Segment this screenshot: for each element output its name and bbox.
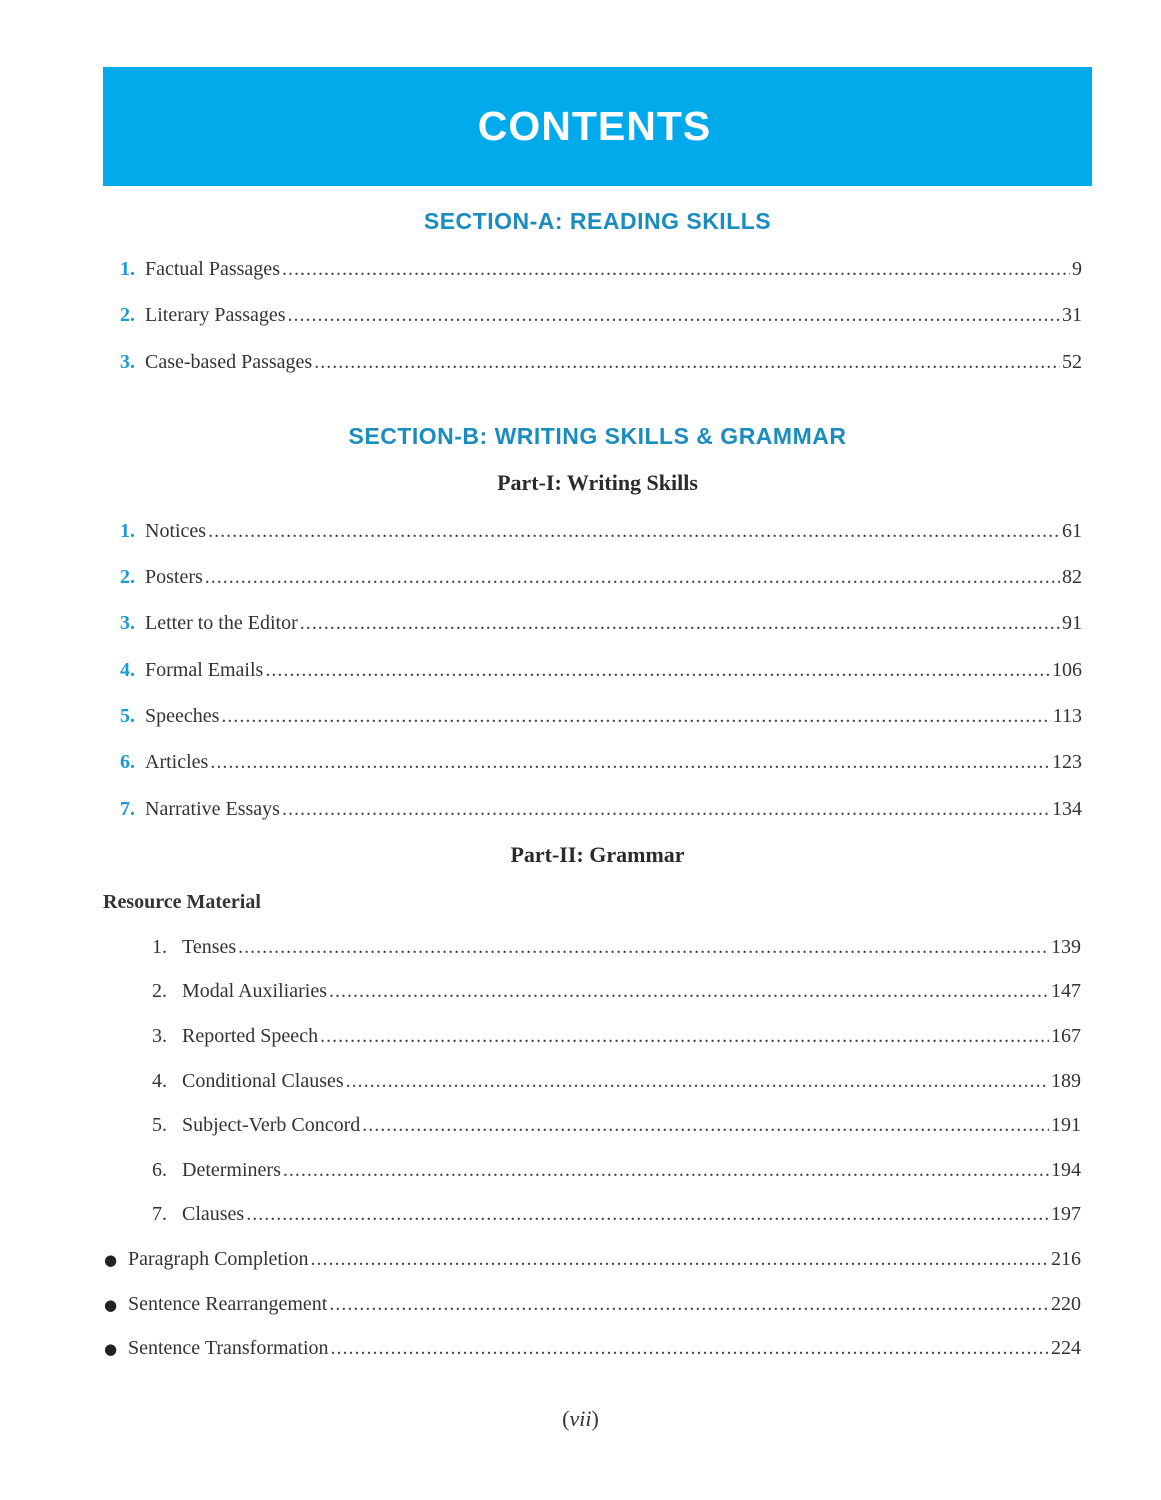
entry-title: Modal Auxiliaries bbox=[182, 980, 327, 1002]
dot-leader bbox=[331, 1334, 1049, 1362]
entry-page: 220 bbox=[1051, 1293, 1081, 1315]
entry-number: 4. bbox=[152, 1070, 167, 1092]
entry-title: Sentence Transformation bbox=[128, 1337, 329, 1359]
toc-entry[interactable] bbox=[120, 301, 1082, 329]
entry-title: Literary Passages bbox=[145, 304, 286, 326]
entry-page: 31 bbox=[1062, 304, 1082, 326]
entry-number: 5. bbox=[120, 705, 135, 727]
entry-number: 6. bbox=[120, 751, 135, 773]
toc-entry[interactable] bbox=[152, 933, 1081, 961]
toc-entry[interactable] bbox=[104, 1334, 1081, 1363]
entry-title: Posters bbox=[145, 566, 203, 588]
dot-leader bbox=[346, 1067, 1049, 1095]
bullet-icon: ● bbox=[104, 1251, 118, 1269]
entry-title: Notices bbox=[145, 520, 207, 542]
dot-leader bbox=[282, 255, 1070, 283]
entry-title: Speeches bbox=[145, 705, 220, 727]
toc-entry[interactable] bbox=[120, 748, 1082, 776]
entry-number: 7. bbox=[120, 798, 135, 820]
entry-page: 9 bbox=[1072, 258, 1082, 280]
entry-title: Narrative Essays bbox=[145, 798, 280, 820]
entry-page: 139 bbox=[1051, 936, 1081, 958]
bullet-icon: ● bbox=[104, 1296, 118, 1314]
entry-number: 3. bbox=[152, 1025, 167, 1047]
entry-page: 216 bbox=[1051, 1248, 1081, 1270]
entry-number: 3. bbox=[120, 612, 135, 634]
footer-page-roman: vii bbox=[569, 1406, 592, 1431]
resource-material-heading: Resource Material bbox=[103, 891, 261, 913]
toc-entry[interactable] bbox=[152, 1067, 1081, 1095]
entry-number: 6. bbox=[152, 1159, 167, 1181]
entry-title: Determiners bbox=[182, 1159, 281, 1181]
dot-leader bbox=[210, 748, 1050, 776]
footer-close-paren: ) bbox=[591, 1406, 599, 1431]
entry-title: Reported Speech bbox=[182, 1025, 319, 1047]
toc-entry[interactable] bbox=[120, 795, 1082, 823]
toc-entry[interactable] bbox=[152, 1022, 1081, 1050]
entry-number: 1. bbox=[120, 520, 135, 542]
toc-entry[interactable] bbox=[120, 255, 1082, 283]
footer-open-paren: ( bbox=[562, 1406, 570, 1431]
dot-leader bbox=[246, 1200, 1049, 1228]
toc-entry[interactable] bbox=[120, 517, 1082, 545]
entry-title: Subject-Verb Concord bbox=[182, 1114, 361, 1136]
toc-entry[interactable] bbox=[120, 563, 1082, 591]
entry-title: Factual Passages bbox=[145, 258, 280, 280]
section-b-heading: SECTION-B: WRITING SKILLS & GRAMMAR bbox=[348, 423, 847, 449]
dot-leader bbox=[283, 1156, 1049, 1184]
entry-title: Clauses bbox=[182, 1203, 245, 1225]
entry-number: 1. bbox=[120, 258, 135, 280]
dot-leader bbox=[288, 301, 1060, 329]
dot-leader bbox=[329, 1290, 1049, 1318]
toc-entry[interactable] bbox=[120, 609, 1082, 637]
part-1-heading: Part-I: Writing Skills bbox=[497, 470, 698, 495]
dot-leader bbox=[238, 933, 1049, 961]
entry-title: Articles bbox=[145, 751, 209, 773]
entry-title: Case-based Passages bbox=[145, 351, 313, 373]
entry-page: 191 bbox=[1051, 1114, 1081, 1136]
entry-page: 82 bbox=[1062, 566, 1082, 588]
entry-number: 2. bbox=[120, 304, 135, 326]
entry-page: 134 bbox=[1052, 798, 1082, 820]
entry-number: 1. bbox=[152, 936, 167, 958]
contents-title: CONTENTS bbox=[477, 103, 712, 149]
toc-entry[interactable] bbox=[120, 656, 1082, 684]
contents-banner bbox=[103, 67, 1092, 186]
entry-number: 2. bbox=[152, 980, 167, 1002]
entry-title: Sentence Rearrangement bbox=[128, 1293, 328, 1315]
entry-page: 61 bbox=[1062, 520, 1082, 542]
toc-entry[interactable] bbox=[104, 1245, 1081, 1274]
entry-number: 7. bbox=[152, 1203, 167, 1225]
toc-entry[interactable] bbox=[152, 1111, 1081, 1139]
dot-leader bbox=[205, 563, 1060, 591]
toc-entry[interactable] bbox=[120, 348, 1082, 376]
dot-leader bbox=[221, 702, 1050, 730]
entry-page: 194 bbox=[1051, 1159, 1081, 1181]
part-2-heading: Part-II: Grammar bbox=[510, 842, 685, 867]
toc-entry[interactable] bbox=[120, 702, 1082, 730]
toc-entry[interactable] bbox=[152, 1200, 1081, 1228]
dot-leader bbox=[311, 1245, 1049, 1273]
entry-page: 189 bbox=[1051, 1070, 1081, 1092]
entry-page: 91 bbox=[1062, 612, 1082, 634]
dot-leader bbox=[320, 1022, 1049, 1050]
section-a-heading: SECTION-A: READING SKILLS bbox=[423, 208, 772, 234]
entry-number: 5. bbox=[152, 1114, 167, 1136]
dot-leader bbox=[300, 609, 1060, 637]
dot-leader bbox=[265, 656, 1050, 684]
page-number-footer bbox=[0, 1406, 1161, 1432]
entry-title: Tenses bbox=[182, 936, 237, 958]
entry-number: 3. bbox=[120, 351, 135, 373]
toc-entry[interactable] bbox=[152, 1156, 1081, 1184]
entry-page: 147 bbox=[1051, 980, 1081, 1002]
dot-leader bbox=[329, 977, 1049, 1005]
entry-title: Formal Emails bbox=[145, 659, 264, 681]
dot-leader bbox=[314, 348, 1060, 376]
entry-page: 52 bbox=[1062, 351, 1082, 373]
entry-page: 197 bbox=[1051, 1203, 1081, 1225]
toc-entry[interactable] bbox=[152, 977, 1081, 1005]
entry-page: 167 bbox=[1051, 1025, 1081, 1047]
dot-leader bbox=[208, 517, 1060, 545]
entry-page: 123 bbox=[1052, 751, 1082, 773]
entry-title: Paragraph Completion bbox=[128, 1248, 309, 1270]
entry-number: 4. bbox=[120, 659, 135, 681]
entry-page: 106 bbox=[1052, 659, 1082, 681]
entry-page: 224 bbox=[1051, 1337, 1081, 1359]
entry-title: Letter to the Editor bbox=[145, 612, 298, 634]
entry-page: 113 bbox=[1052, 705, 1082, 727]
entry-title: Conditional Clauses bbox=[182, 1070, 344, 1092]
bullet-icon: ● bbox=[104, 1340, 118, 1358]
entry-number: 2. bbox=[120, 566, 135, 588]
dot-leader bbox=[362, 1111, 1049, 1139]
dot-leader bbox=[282, 795, 1050, 823]
toc-entry[interactable] bbox=[104, 1290, 1081, 1319]
